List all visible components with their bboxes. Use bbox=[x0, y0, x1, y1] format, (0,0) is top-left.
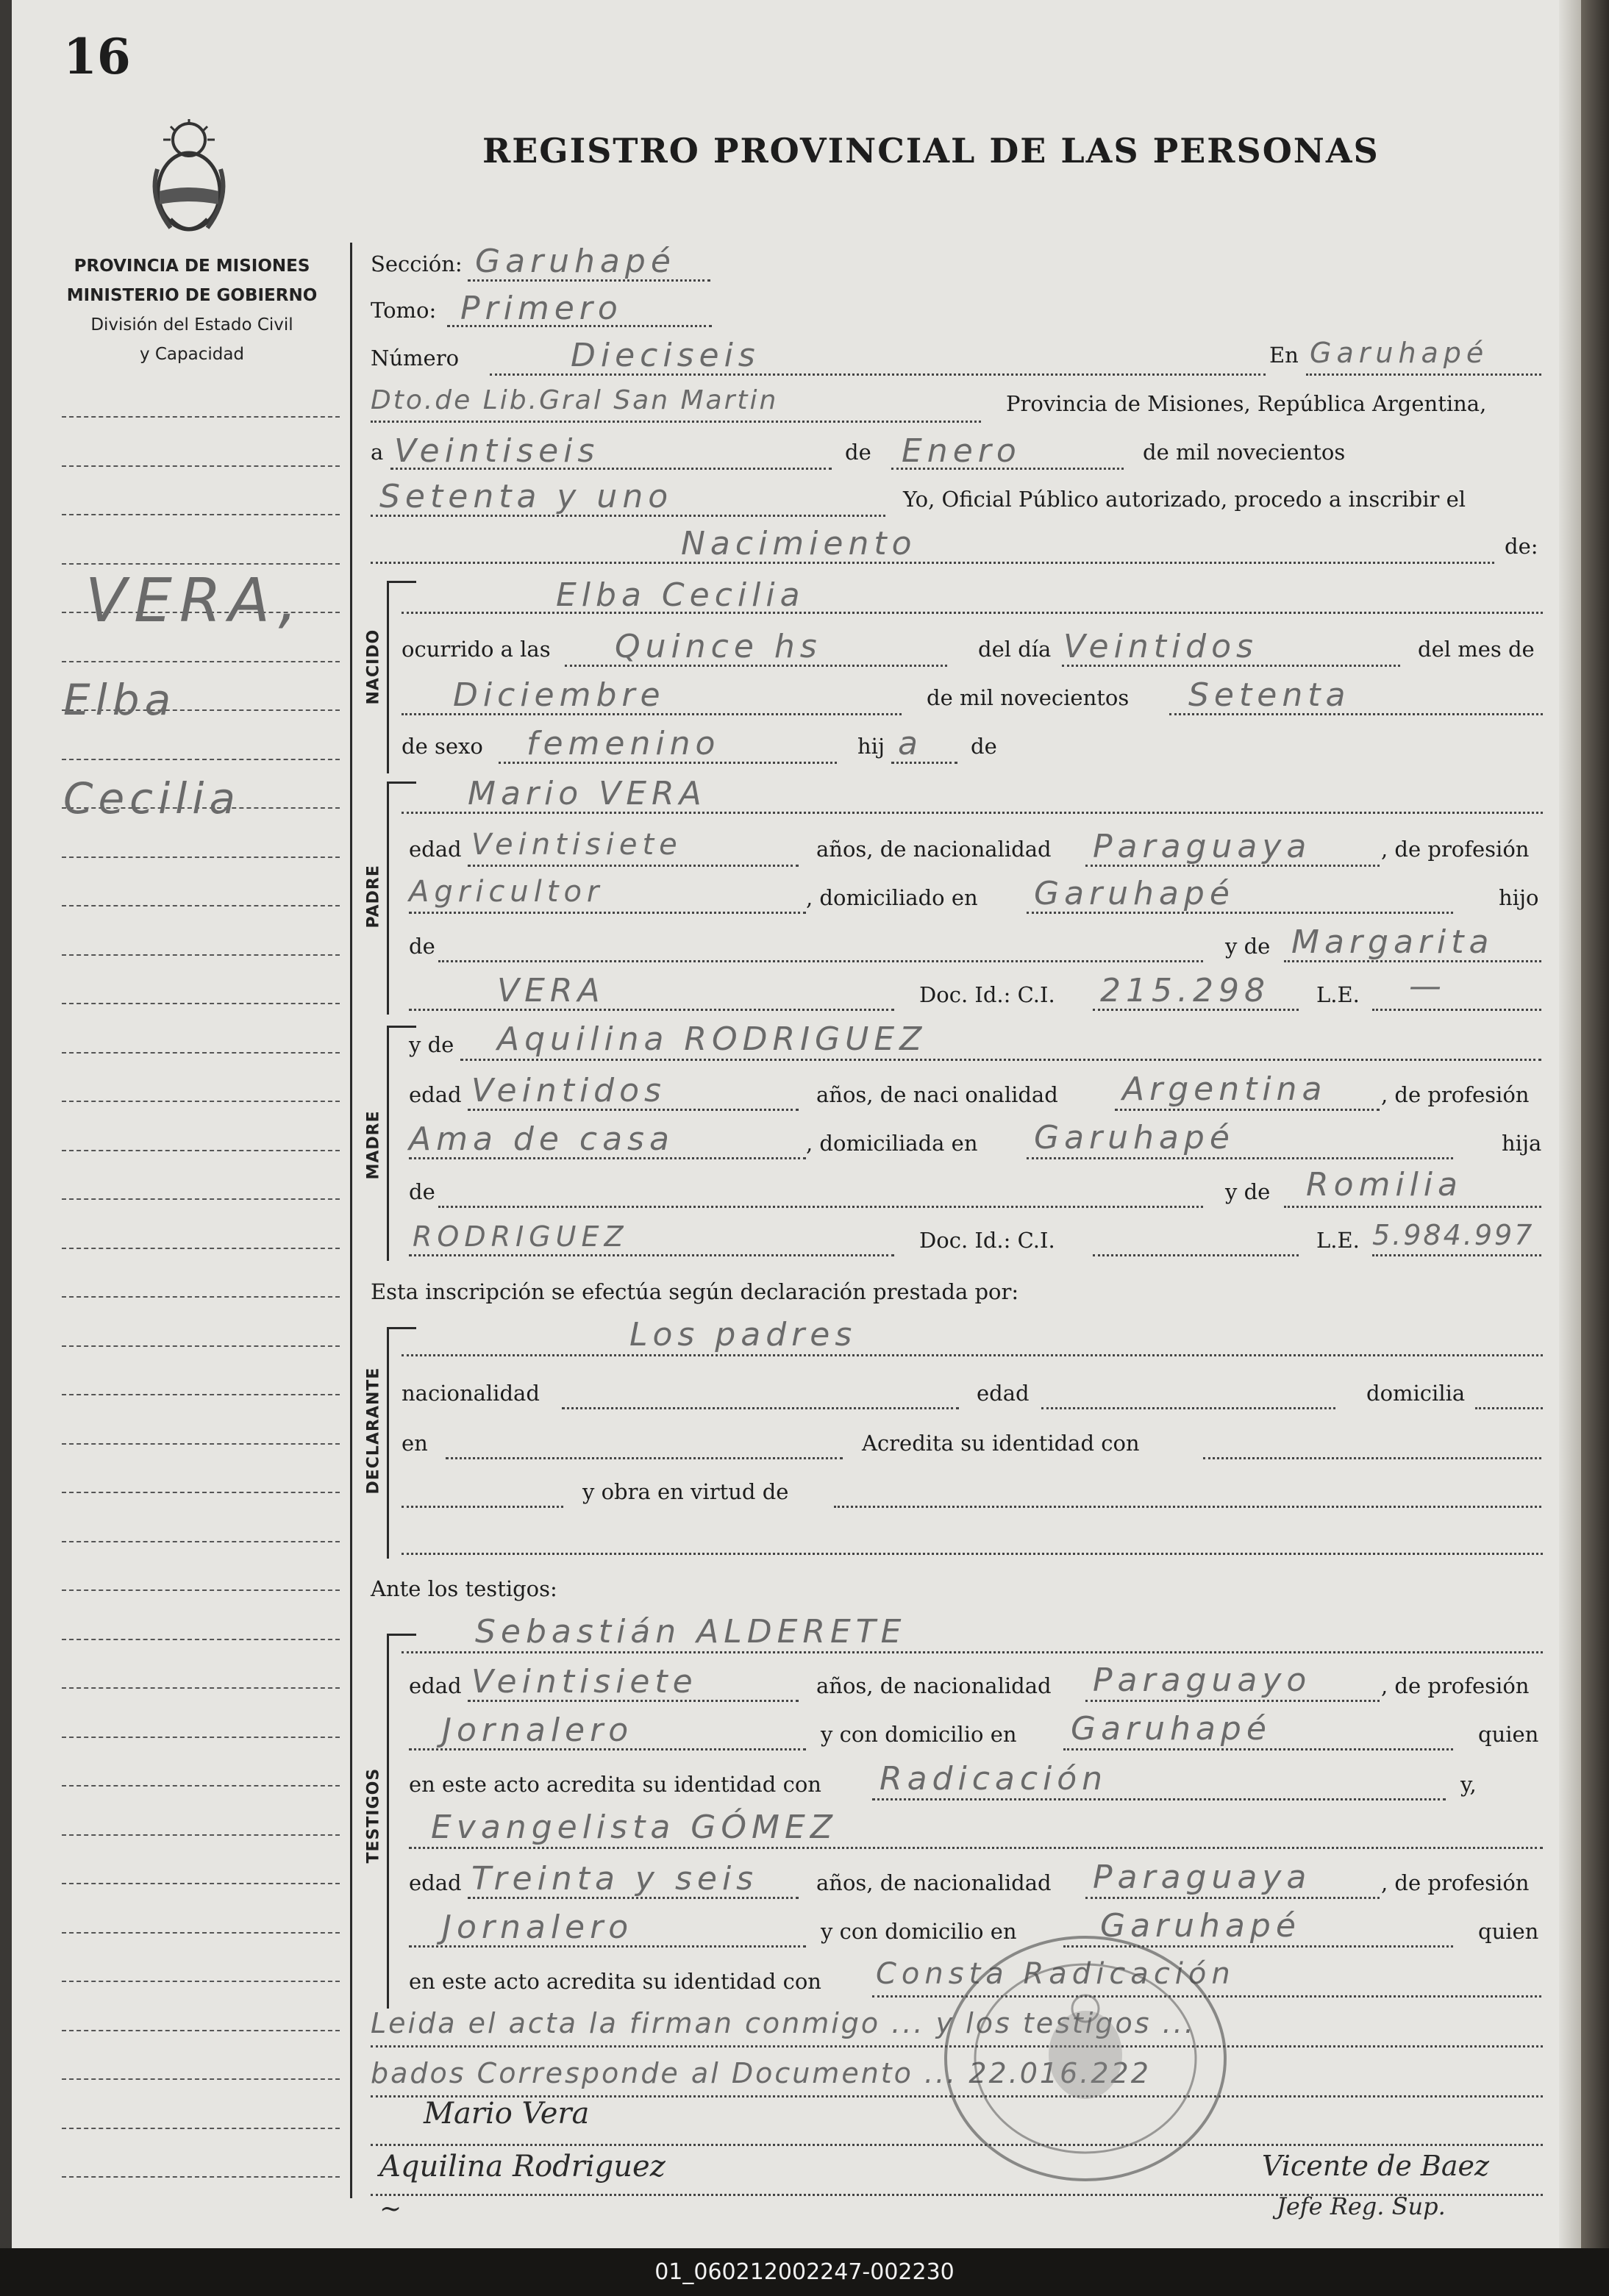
madre-bracket bbox=[387, 1026, 389, 1261]
testigo2-dom: Garuhapé bbox=[1100, 1907, 1301, 1945]
padre-prof-value: Agricultor bbox=[409, 875, 604, 909]
hora-value: Quince hs bbox=[615, 628, 822, 665]
margin-ruled-line bbox=[62, 1589, 340, 1591]
testigo1-nac-label: años, de nacionalidad bbox=[816, 1673, 1052, 1698]
margin-ruled-line bbox=[62, 1052, 340, 1054]
acto-value: Nacimiento bbox=[681, 525, 917, 562]
sexo-value: femenino bbox=[527, 725, 721, 762]
oficial-text: Yo, Oficial Público autorizado, procedo a inscribir el bbox=[903, 487, 1466, 512]
madre-y-de2-label: y de bbox=[1225, 1179, 1271, 1204]
madre-edad-value: Veintidos bbox=[471, 1072, 666, 1109]
document-page bbox=[12, 0, 1593, 2248]
declarante-intro: Esta inscripción se efectúa según declaración prestada por: bbox=[371, 1279, 1019, 1304]
margin-given-name-1: Elba bbox=[63, 675, 176, 725]
madre-prof-label: , de profesión bbox=[1381, 1082, 1530, 1107]
en-value: Garuhapé bbox=[1310, 337, 1489, 369]
left-header bbox=[41, 251, 343, 369]
declarante-nombre-value: Los padres bbox=[629, 1316, 857, 1353]
madre-dom-value: Garuhapé bbox=[1034, 1119, 1235, 1156]
division-label: División del Estado Civil bbox=[90, 315, 293, 335]
signature-father: Mario Vera bbox=[424, 2097, 590, 2131]
declarante-nac-label: nacionalidad bbox=[402, 1381, 540, 1406]
testigo1-dom-label: y con domicilio en bbox=[821, 1722, 1017, 1747]
page-number: 16 bbox=[63, 28, 131, 85]
madre-nac-value: Argentina bbox=[1122, 1070, 1327, 1108]
testigo2-prof-label: , de profesión bbox=[1381, 1870, 1530, 1895]
padre-dom-value: Garuhapé bbox=[1034, 875, 1235, 912]
margin-ruled-line bbox=[62, 563, 340, 565]
numero-label: Número bbox=[371, 346, 460, 371]
margin-ruled-line bbox=[62, 2128, 340, 2129]
padre-edad-label: edad bbox=[409, 837, 462, 862]
testigo1-nac: Paraguayo bbox=[1093, 1662, 1312, 1699]
padre-prof-label: , de profesión bbox=[1381, 837, 1530, 862]
coat-of-arms-icon bbox=[141, 118, 237, 243]
margin-ruled-line bbox=[62, 465, 340, 467]
testigo2-acredita-label: en este acto acredita su identidad con bbox=[409, 1969, 821, 1994]
margin-ruled-line bbox=[62, 1003, 340, 1004]
testigo2-doc: Consta Radicación bbox=[876, 1957, 1235, 1991]
abuela-materna-value: Romilia bbox=[1306, 1166, 1463, 1204]
testigo2-nac: Paraguaya bbox=[1093, 1859, 1312, 1896]
padre-nac-label: años, de nacionalidad bbox=[816, 837, 1052, 862]
testigo1-doc: Radicación bbox=[880, 1760, 1108, 1798]
abuela-materna-apellido: RODRIGUEZ bbox=[413, 1220, 629, 1253]
margin-given-name-2: Cecilia bbox=[63, 773, 240, 823]
margin-ruled-line bbox=[62, 1785, 340, 1787]
margin-ruled-line bbox=[62, 1492, 340, 1493]
padre-le-value: — bbox=[1409, 968, 1446, 1005]
declarante-acredita-label: Acredita su identidad con bbox=[862, 1431, 1140, 1456]
madre-doc-label: Doc. Id.: C.I. bbox=[919, 1228, 1055, 1253]
official-seal-icon bbox=[931, 1926, 1240, 2191]
margin-ruled-line bbox=[62, 1932, 340, 1934]
declarante-label: DECLARANTE bbox=[364, 1367, 383, 1495]
signature-mother: Aquilina Rodriguez bbox=[379, 2150, 666, 2184]
madre-edad-label: edad bbox=[409, 1082, 462, 1107]
testigo2-quien-label: quien bbox=[1478, 1919, 1539, 1944]
padre-y-de-label: y de bbox=[1225, 934, 1271, 959]
margin-ruled-line bbox=[62, 1883, 340, 1884]
testigo1-prof-label: , de profesión bbox=[1381, 1673, 1530, 1698]
en-label: En bbox=[1269, 343, 1299, 368]
hijo-label: hijo bbox=[1499, 885, 1539, 910]
madre-dom-label: , domiciliada en bbox=[806, 1131, 978, 1156]
testigo1-quien-label: quien bbox=[1478, 1722, 1539, 1747]
closing-line-2: bados Corresponde al Documento ... 22.016.222 bbox=[371, 2057, 1151, 2089]
margin-surname: VERA, bbox=[85, 566, 305, 636]
closing-line-1: Leida el acta la firman conmigo ... y los testigos ... bbox=[371, 2007, 1196, 2039]
signature-official-title: Jefe Reg. Sup. bbox=[1277, 2192, 1446, 2220]
margin-ruled-line bbox=[62, 905, 340, 906]
testigo1-nombre: Sebastián ALDERETE bbox=[475, 1613, 907, 1651]
numero-value: Dieciseis bbox=[571, 337, 760, 374]
margin-ruled-line bbox=[62, 1541, 340, 1542]
del-dia-label: del día bbox=[978, 637, 1052, 662]
testigo1-dom: Garuhapé bbox=[1071, 1710, 1271, 1748]
padre-label: PADRE bbox=[364, 865, 383, 929]
testigo1-edad: Veintisiete bbox=[471, 1663, 698, 1700]
testigos-intro: Ante los testigos: bbox=[371, 1576, 557, 1601]
margin-ruled-line bbox=[62, 1834, 340, 1836]
seccion-value: Garuhapé bbox=[475, 243, 676, 280]
padre-doc-label: Doc. Id.: C.I. bbox=[919, 982, 1055, 1007]
del-mes-label: del mes de bbox=[1418, 637, 1535, 662]
provincia-text: Provincia de Misiones, República Argentina, bbox=[1006, 391, 1487, 416]
margin-ruled-line bbox=[62, 1198, 340, 1200]
nacido-label: NACIDO bbox=[364, 629, 383, 705]
margin-ruled-line bbox=[62, 759, 340, 760]
testigo1-edad-label: edad bbox=[409, 1673, 462, 1698]
declarante-dom-label: domicilia bbox=[1366, 1381, 1466, 1406]
de-label: de bbox=[845, 440, 871, 465]
margin-ruled-line bbox=[62, 2078, 340, 2080]
margin-ruled-line bbox=[62, 416, 340, 418]
book-binding bbox=[1581, 0, 1609, 2248]
margin-ruled-line bbox=[62, 1981, 340, 1982]
margin-ruled-line bbox=[62, 1687, 340, 1689]
padre-edad-value: Veintisiete bbox=[471, 828, 682, 862]
declarante-en-label: en bbox=[402, 1431, 428, 1456]
nacido-nombre-value: Elba Cecilia bbox=[556, 576, 805, 614]
declarante-edad-label: edad bbox=[977, 1381, 1030, 1406]
hija-label: hija bbox=[1502, 1131, 1542, 1156]
nacido-mil-label: de mil novecientos bbox=[927, 685, 1130, 710]
margin-ruled-line bbox=[62, 1737, 340, 1738]
testigo1-acredita-label: en este acto acredita su identidad con bbox=[409, 1772, 821, 1797]
madre-label: MADRE bbox=[364, 1110, 383, 1180]
testigo2-dom-label: y con domicilio en bbox=[821, 1919, 1017, 1944]
testigo1-prof: Jornalero bbox=[442, 1712, 634, 1749]
page-title: REGISTRO PROVINCIAL DE LAS PERSONAS bbox=[482, 131, 1380, 171]
testigo2-nac-label: años, de nacionalidad bbox=[816, 1870, 1052, 1895]
tomo-label: Tomo: bbox=[371, 298, 437, 323]
ministry-label: MINISTERIO DE GOBIERNO bbox=[66, 286, 318, 305]
margin-ruled-line bbox=[62, 1150, 340, 1151]
madre-prof-value: Ama de casa bbox=[409, 1120, 674, 1158]
testigo2-prof: Jornalero bbox=[442, 1909, 634, 1946]
abuela-paterna-value: Margarita bbox=[1291, 923, 1494, 961]
tomo-value: Primero bbox=[460, 290, 623, 327]
testigos-bracket bbox=[387, 1634, 389, 2009]
madre-le-value: 5.984.997 bbox=[1372, 1219, 1535, 1251]
padre-bracket bbox=[387, 782, 389, 1015]
mes-value: Enero bbox=[902, 432, 1021, 470]
de-colon: de: bbox=[1505, 534, 1538, 559]
margin-ruled-line bbox=[62, 1296, 340, 1298]
madre-nac-label: años, de naci onalidad bbox=[816, 1082, 1058, 1107]
testigo2-edad: Treinta y seis bbox=[471, 1860, 759, 1898]
padre-doc-value: 215.298 bbox=[1100, 972, 1270, 1009]
abuela-paterna-apellido: VERA bbox=[497, 972, 605, 1009]
capacity-label: y Capacidad bbox=[139, 345, 245, 364]
margin-ruled-line bbox=[62, 661, 340, 662]
testigo1-y-label: y, bbox=[1460, 1772, 1477, 1797]
hij-value: a bbox=[898, 725, 923, 762]
ocurrido-label: ocurrido a las bbox=[402, 637, 551, 662]
margin-ruled-line bbox=[62, 514, 340, 515]
margin-ruled-line bbox=[62, 856, 340, 858]
margin-ruled-line bbox=[62, 1443, 340, 1445]
testigo2-edad-label: edad bbox=[409, 1870, 462, 1895]
a-label: a bbox=[371, 440, 384, 465]
sexo-label: de sexo bbox=[402, 734, 483, 759]
madre-y-de-label: y de bbox=[409, 1032, 454, 1057]
dto-value: Dto.de Lib.Gral San Martin bbox=[371, 385, 779, 415]
padre-de-label: de bbox=[409, 934, 435, 959]
madre-le-label: L.E. bbox=[1316, 1228, 1360, 1253]
nacido-dia-value: Veintidos bbox=[1063, 628, 1258, 665]
signature-official: Vicente de Baez bbox=[1262, 2150, 1489, 2182]
page-curl bbox=[1559, 0, 1581, 2248]
seccion-label: Sección: bbox=[371, 251, 463, 276]
margin-ruled-line bbox=[62, 1248, 340, 1249]
padre-nac-value: Paraguaya bbox=[1093, 828, 1312, 865]
margin-ruled-line bbox=[62, 2030, 340, 2031]
signature-mark: ~ bbox=[379, 2194, 402, 2224]
declarante-bracket bbox=[387, 1327, 389, 1559]
hij-label: hij bbox=[857, 734, 885, 759]
madre-de-label: de bbox=[409, 1179, 435, 1204]
declarante-obra-label: y obra en virtud de bbox=[582, 1479, 789, 1504]
main-divider bbox=[350, 243, 352, 2198]
padre-le-label: L.E. bbox=[1316, 982, 1360, 1007]
testigo2-nombre: Evangelista GÓMEZ bbox=[431, 1809, 838, 1846]
padre-nombre-value: Mario VERA bbox=[468, 775, 707, 812]
dia-value: Veintiseis bbox=[394, 432, 600, 470]
nacido-de-label: de bbox=[971, 734, 997, 759]
margin-ruled-line bbox=[62, 1639, 340, 1640]
nacido-bracket bbox=[387, 581, 389, 773]
mil-text: de mil novecientos bbox=[1143, 440, 1346, 465]
nacido-anio-value: Setenta bbox=[1188, 676, 1351, 714]
margin-ruled-line bbox=[62, 1101, 340, 1102]
margin-ruled-line bbox=[62, 1394, 340, 1395]
madre-nombre-value: Aquilina RODRIGUEZ bbox=[497, 1020, 927, 1058]
anio-value: Setenta y uno bbox=[379, 478, 674, 515]
image-caption: 01_060212002247-002230 bbox=[0, 2248, 1609, 2296]
testigos-label: TESTIGOS bbox=[364, 1767, 383, 1864]
padre-dom-label: , domiciliado en bbox=[806, 885, 978, 910]
margin-ruled-line bbox=[62, 2176, 340, 2178]
province-label: PROVINCIA DE MISIONES bbox=[74, 257, 310, 276]
margin-ruled-line bbox=[62, 1345, 340, 1347]
margin-ruled-line bbox=[62, 954, 340, 956]
nacido-mes-value: Diciembre bbox=[453, 676, 666, 714]
